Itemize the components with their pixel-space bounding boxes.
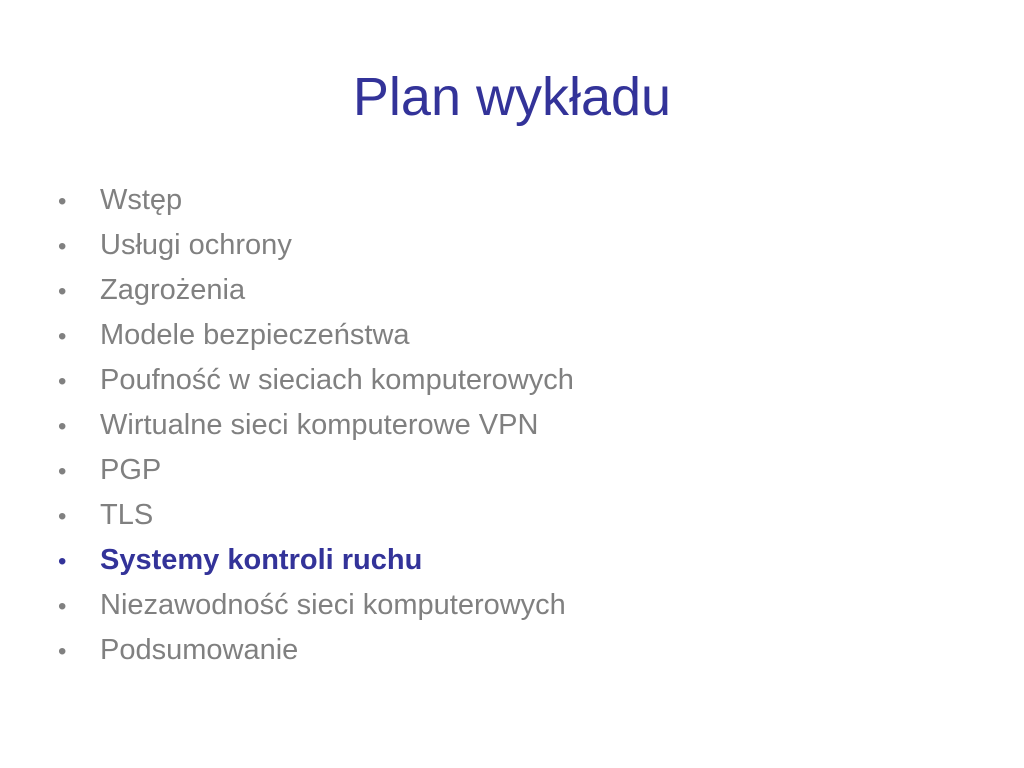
agenda-item	[58, 448, 574, 493]
bullet-icon: •	[58, 413, 67, 440]
bullet-icon: •	[58, 503, 67, 530]
agenda-item-label: Wirtualne sieci komputerowe VPN	[100, 409, 539, 441]
agenda-item-label: Zagrożenia	[100, 274, 246, 306]
bullet-icon: •	[58, 368, 67, 395]
agenda-item-label: Podsumowanie	[100, 634, 299, 666]
agenda-item-label: Wstęp	[100, 184, 183, 216]
agenda-item	[58, 493, 574, 538]
slide-title: Plan wykładu	[352, 67, 672, 127]
agenda-item	[58, 628, 574, 673]
bullet-icon: •	[58, 638, 67, 665]
agenda-item-label: TLS	[100, 499, 154, 531]
agenda-item	[58, 313, 574, 358]
agenda-item-label: Niezawodność sieci komputerowych	[100, 589, 566, 621]
agenda-item	[58, 403, 574, 448]
agenda-item	[58, 583, 574, 628]
agenda-item	[58, 358, 574, 403]
bullet-icon: •	[58, 458, 67, 485]
agenda-item	[58, 268, 574, 313]
bullet-icon: •	[58, 548, 67, 575]
bullet-icon: •	[58, 593, 67, 620]
bullet-icon: •	[58, 233, 67, 260]
agenda-item-label: Poufność w sieciach komputerowych	[100, 364, 574, 396]
bullet-icon: •	[58, 278, 67, 305]
agenda-item-label: Systemy kontroli ruchu	[100, 544, 423, 576]
agenda-item-label: PGP	[100, 454, 162, 486]
agenda-item	[58, 178, 574, 223]
agenda-list	[58, 178, 574, 673]
agenda-item-current	[58, 538, 574, 583]
agenda-item	[58, 223, 574, 268]
bullet-icon: •	[58, 323, 67, 350]
agenda-item-label: Usługi ochrony	[100, 229, 292, 261]
bullet-icon: •	[58, 188, 67, 215]
agenda-item-label: Modele bezpieczeństwa	[100, 319, 410, 351]
